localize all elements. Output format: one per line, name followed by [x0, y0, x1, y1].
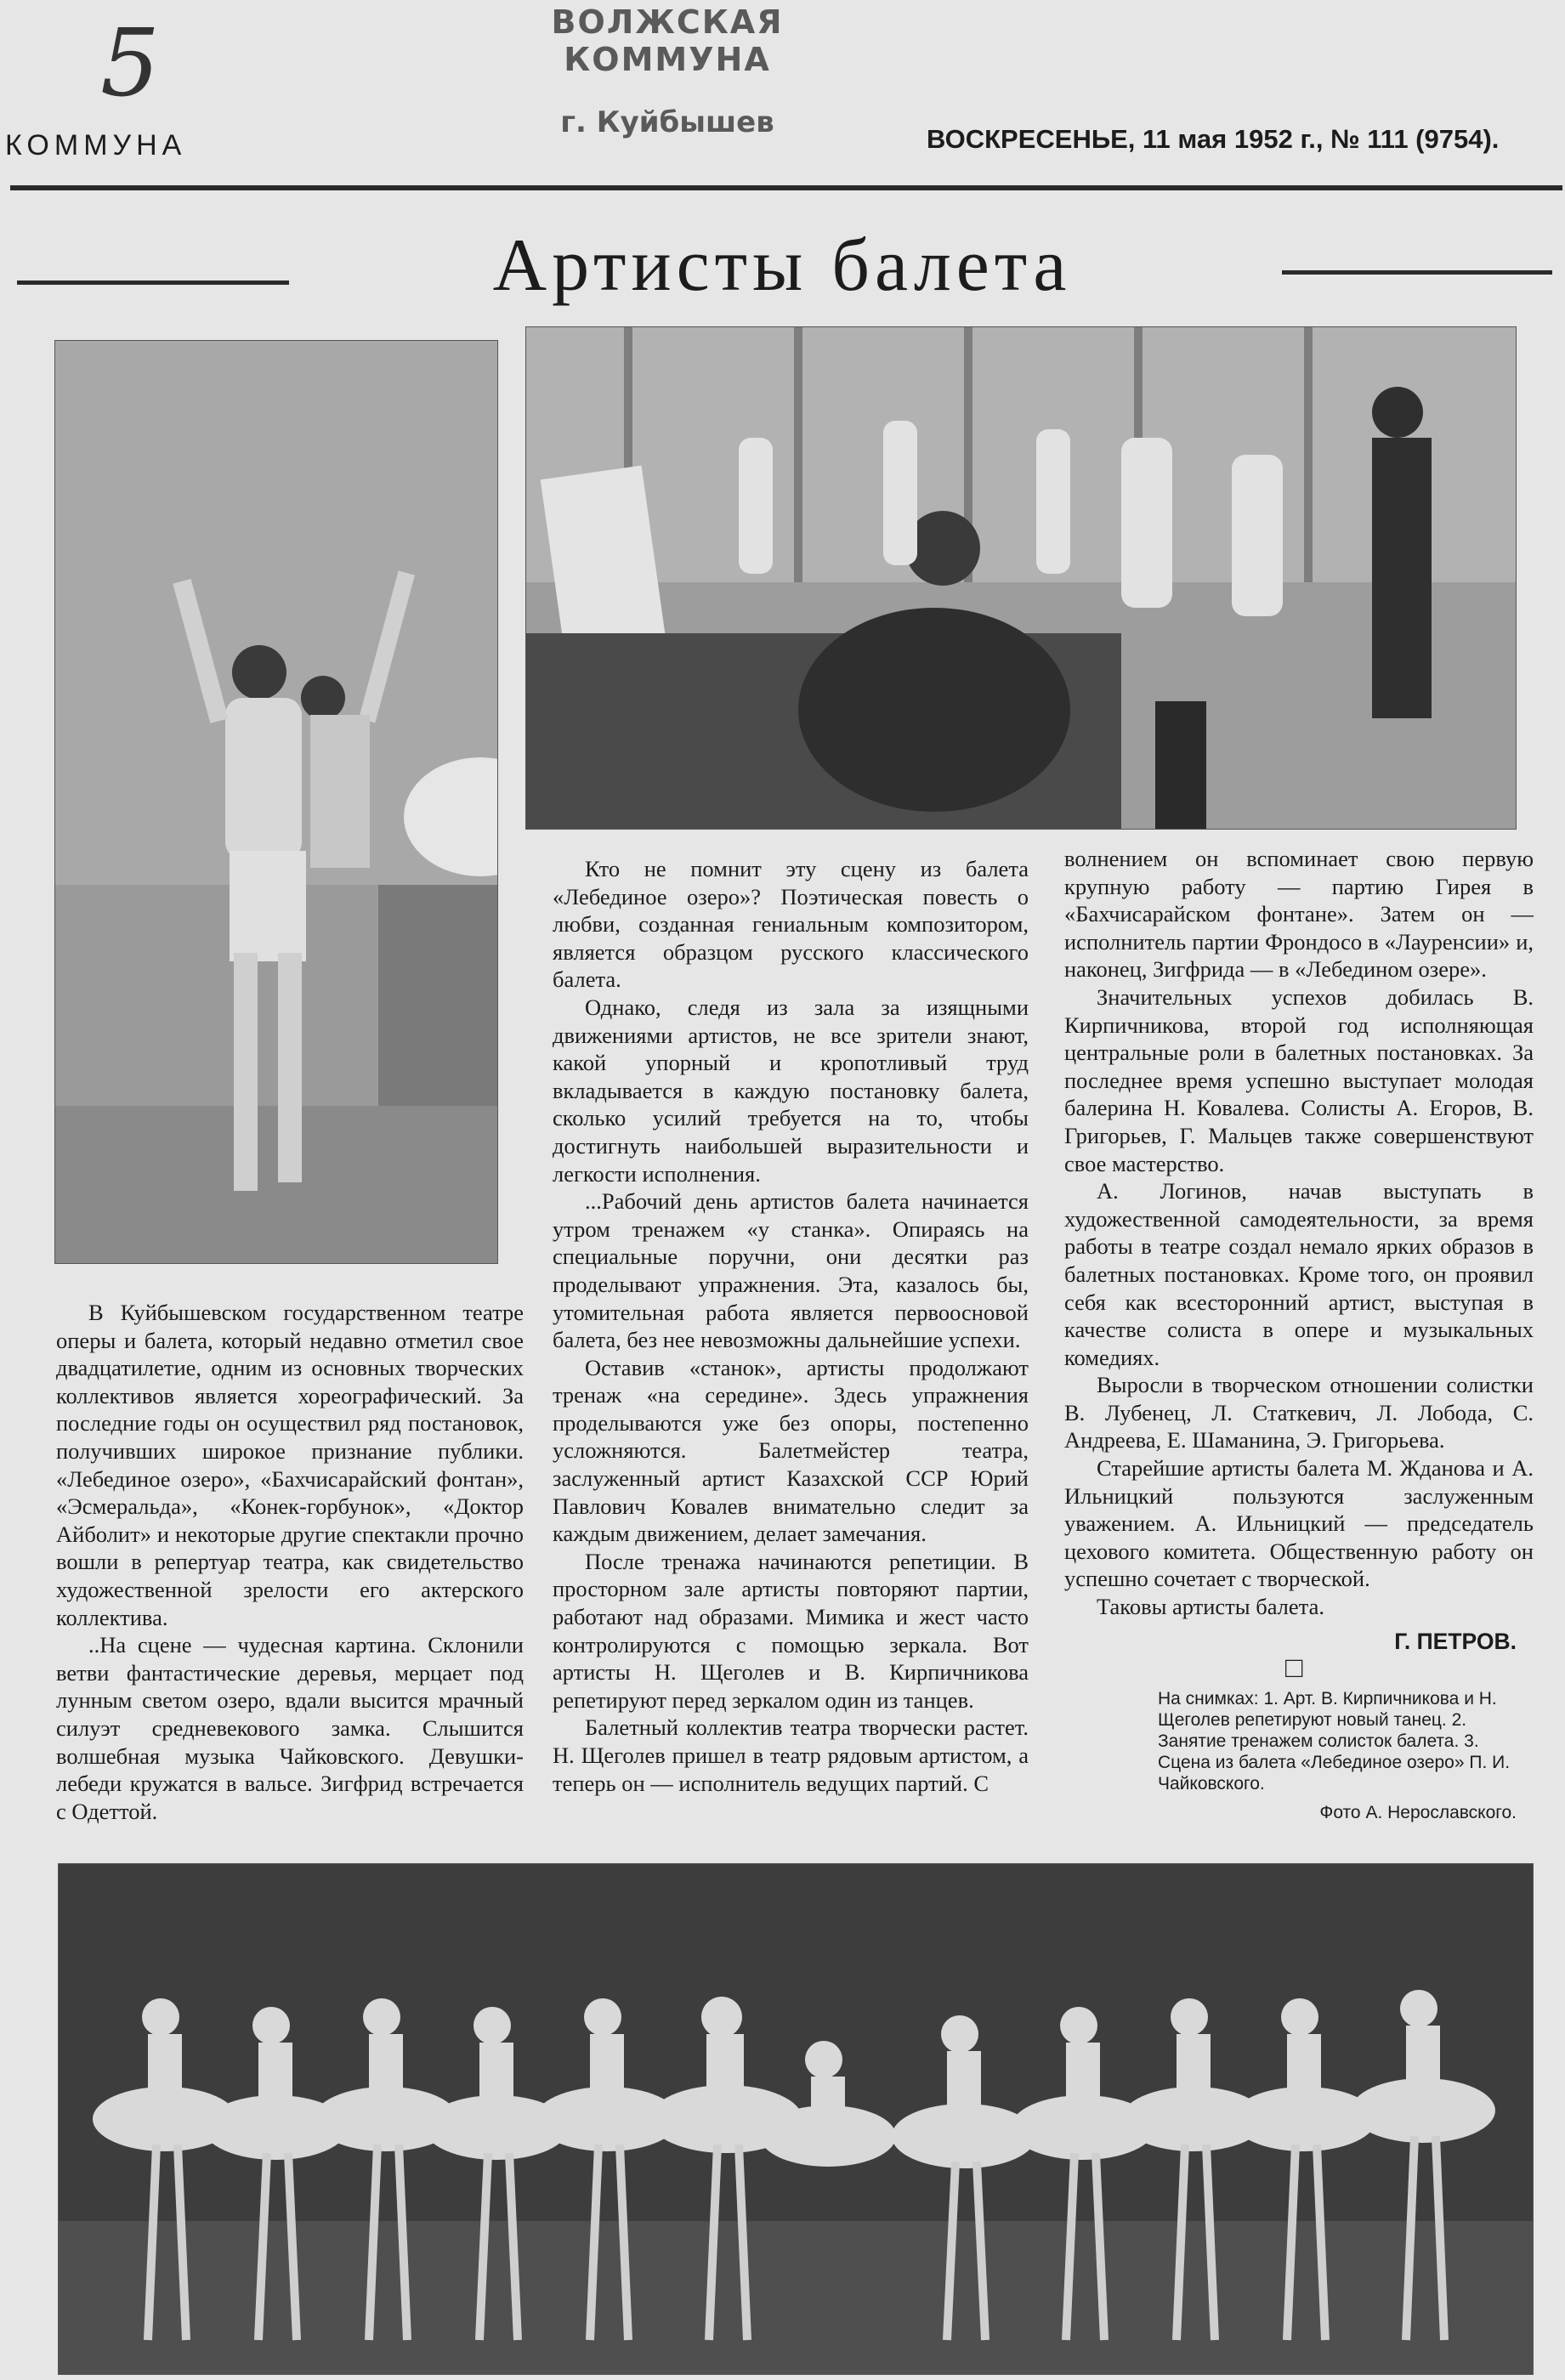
- article-column-middle: [553, 855, 1029, 1797]
- paragraph: Кто не помнит эту сцену из балета «Лебединое озеро»? Поэтическая повесть о любви, созданная гениальным композитором, является образцом русского классического балета.: [553, 856, 1029, 993]
- library-stamp: [489, 3, 846, 139]
- paragraph: Оставив «станок», артисты продолжают тренаж «на середине». Здесь упражнения проделываются уже без опоры, постепенно усложняются. Балетмейстер театра, заслуженный артист Казахской ССР Юрий Павлович Ковалев внимательно следит за каждым движением, делает замечания.: [553, 1354, 1029, 1547]
- headline: Артисты балета: [492, 224, 1072, 307]
- byline: Г. ПЕТРОВ.: [1394, 1628, 1517, 1654]
- paragraph: ..На сцене — чудесная картина. Склонили ветви фантастические деревья, мерцает под лунным светом озеро, вдали высится мрачный силуэт средневекового замка. Слышится волшебная музыка Чайковского. Девушки-лебеди кружатся в вальсе. Зигфрид встречается с Одеттой.: [56, 1632, 524, 1824]
- photo-caption: На снимках: 1. Арт. В. Кирпичникова и Н. Щеголев репетируют новый танец. 2. Занятие тренажем солисток балета. 3. Сцена из балета «Лебединое озеро» П. И. Чайковского.: [1158, 1688, 1511, 1794]
- paragraph: Таковы артисты балета.: [1097, 1594, 1324, 1620]
- end-mark: □: [1285, 1652, 1303, 1685]
- photo-rehearsal-duo: [54, 340, 498, 1264]
- photo-rehearsal-duo-image: [55, 341, 497, 1263]
- paragraph: Однако, следя из зала за изящными движениями артистов, не все зрители знают, какой упорный и кропотливый труд вкладывается в каждую постановку балета, сколько усилий требуется на то, чтобы достигнуть наибольшей выразительности и легкости исполнения.: [553, 994, 1029, 1187]
- paragraph: Значительных успехов добилась В. Кирпичникова, второй год исполняющая центральные роли в балетных постановках. За последнее время успешно выступает молодая балерина Н. Ковалева. Солисты А. Егоров, В. Григорьев, Г. Мальцев также совершенствуют свое мастерство.: [1064, 983, 1534, 1176]
- handwritten-number: 5: [100, 8, 160, 117]
- paper-name: КОММУНА: [5, 129, 187, 162]
- stamp-line2: г. Куйбышев: [560, 105, 774, 139]
- paragraph: Старейшие артисты балета М. Жданова и А. Ильницкий пользуются заслуженным уважением. А. Ильницкий — председатель цехового комитета. Общественную работу он успешно сочетает с творческой.: [1064, 1455, 1534, 1592]
- paragraph: ...Рабочий день артистов балета начинается утром тренажем «у станка». Опираясь на специальные поручни, они десятки раз проделывают упражнения. Эта, казалось бы, утомительная работа является первоосновой балета, без нее невозможны дальнейшие успехи.: [553, 1188, 1029, 1353]
- photo-class-training: [525, 326, 1517, 830]
- paragraph: А. Логинов, начав выступать в художественной самодеятельности, за время работы в театре создал немало ярких образов в балетных постановках. Кроме того, он проявил себя как всесторонний артист, выступая в качестве солиста в опере и музыкальных комедиях.: [1064, 1178, 1534, 1370]
- paragraph: После тренажа начинаются репетиции. В просторном зале артисты повторяют партии, работают над образами. Мимика и жест часто контролируются с помощью зеркала. Вот артисты Н. Щеголев и В. Кирпичникова репетируют перед зеркалом один из танцев.: [553, 1548, 1029, 1713]
- paragraph: Балетный коллектив театра творчески растет. Н. Щеголев пришел в театр рядовым артистом, а теперь он — исполнитель ведущих партий. С: [553, 1714, 1029, 1796]
- article-column-left: [56, 1299, 524, 1825]
- photo-class-training-image: [526, 327, 1516, 829]
- headline-rule-right: [1282, 270, 1552, 275]
- date-line: ВОСКРЕСЕНЬЕ, 11 мая 1952 г., № 111 (9754).: [927, 124, 1500, 154]
- paragraph: Выросли в творческом отношении солистки В. Лубенец, Л. Статкевич, Л. Лобода, С. Андреева, Е. Шаманина, Э. Григорьева.: [1064, 1372, 1534, 1454]
- headline-rule-left: [17, 280, 289, 285]
- stamp-line1: ВОЛЖСКАЯ КОММУНА: [551, 3, 784, 78]
- masthead-rule: [10, 185, 1562, 190]
- photo-swan-lake-scene-image: [59, 1864, 1533, 2374]
- paragraph: В Куйбышевском государственном театре оперы и балета, который недавно отметил свое двадцатилетие, одним из основных творческих коллективов является хореографический. За последние годы он осуществил ряд постановок, получивших широкое признание публики. «Лебединое озеро», «Бахчисарайский фонтан», «Эсмеральда», «Конек-горбунок», «Доктор Айболит» и некоторые другие спектакли прочно вошли в репертуар театра, как свидетельство художественной зрелости его актерского коллектива.: [56, 1300, 524, 1630]
- photo-credit: Фото А. Нерославского.: [1319, 1802, 1517, 1822]
- paragraph: волнением он вспоминает свою первую крупную работу — партию Гирея в «Бахчисарайском фонтане». Затем он — исполнитель партии Фрондосо в «Лауренсии» и, наконец, Зигфрида — в «Лебедином озере».: [1064, 846, 1534, 983]
- photo-swan-lake-scene: [58, 1863, 1534, 2375]
- article-column-right: [1064, 845, 1534, 1827]
